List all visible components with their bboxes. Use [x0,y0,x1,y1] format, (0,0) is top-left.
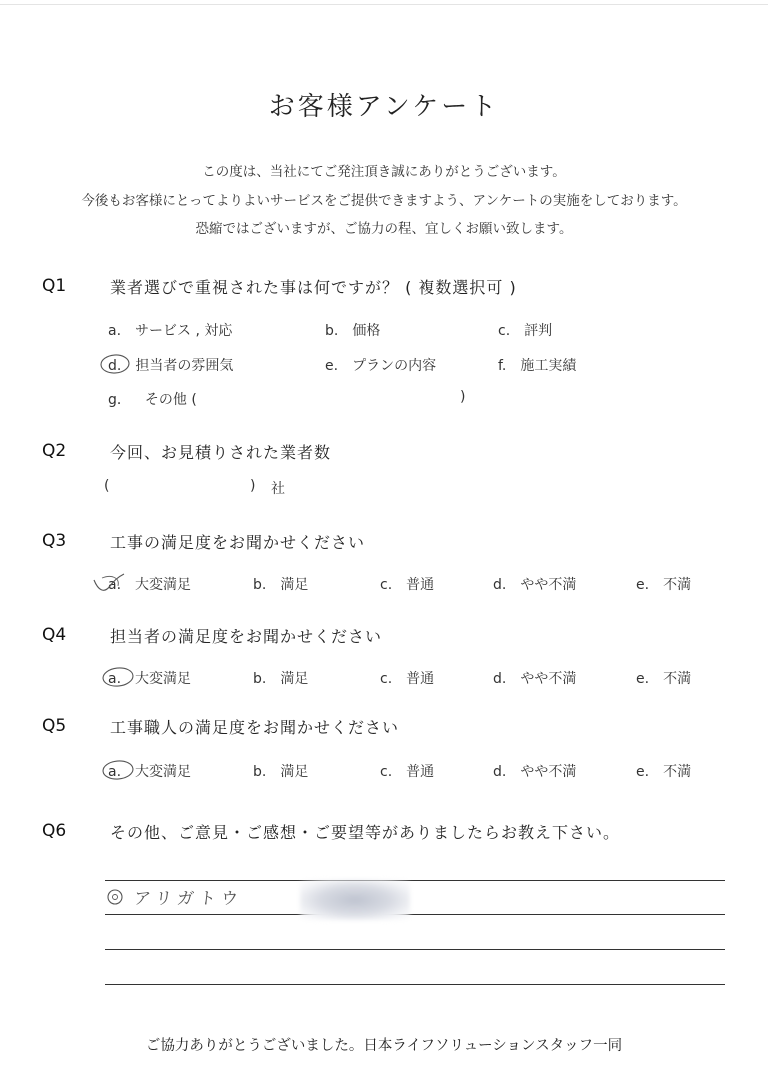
q1-option-f[interactable] [498,355,576,375]
q4-option-c[interactable] [380,668,434,688]
option-letter: g． [108,392,131,408]
q1-option-g[interactable] [108,389,197,409]
option-letter: b. [253,764,267,780]
q4-question: 担当者の満足度をお聞かせください [110,627,383,646]
q1-question: 業者選びで重視された事は何ですが？ ( 複数選択可 ) [110,278,517,297]
option-letter: a. [108,577,122,593]
answer-line-3 [105,949,725,950]
option-label: サービス , 対応 [135,323,233,339]
answer-line-4 [105,984,725,985]
option-label: 満足 [280,671,309,687]
q1-option-g-close: ) [460,389,466,405]
option-label: やや不満 [520,671,577,687]
option-letter: a. [108,764,122,780]
option-letter: c. [380,577,393,593]
answer-line-1 [105,880,725,881]
handwritten-circle-q4-a [100,664,140,690]
option-letter: e. [636,671,650,687]
q2-close-paren: ) [250,478,256,494]
option-letter: d. [493,764,507,780]
option-letter: d. [108,358,122,374]
intro-line-2: 今後もお客様にとってよりよいサービスをご提供できますよう、アンケートの実施をしております。 [81,193,687,209]
option-letter: f. [498,358,507,374]
page-title: お客様アンケート [268,92,500,122]
option-label: 施工実績 [520,358,577,374]
option-label: 評判 [524,323,553,339]
option-letter: a. [108,671,122,687]
q3-option-d[interactable] [493,574,576,594]
q3-option-b[interactable] [253,574,308,594]
handwritten-circle-q5-a [100,757,140,783]
option-label: 大変満足 [135,764,192,780]
q1-option-a[interactable] [108,320,232,340]
option-label: 普通 [406,577,435,593]
q2-question: 今回、お見積りされた業者数 [110,443,332,462]
q4-option-d[interactable] [493,668,576,688]
option-label: 大変満足 [135,577,192,593]
q4-number: Q4 [42,625,67,645]
option-letter: e. [325,358,339,374]
q5-question: 工事職人の満足度をお聞かせください [110,718,400,737]
q2-open-paren: ( [104,478,110,494]
q6-question: その他、ご意見・ご感想・ご要望等がありましたらお教え下さい。 [110,823,621,842]
q1-option-e[interactable] [325,355,436,375]
option-label: プランの内容 [352,358,437,374]
q5-option-c[interactable] [380,761,434,781]
option-letter: d. [493,577,507,593]
option-label: 不満 [663,577,692,593]
intro-line-3: 恐縮ではございますが、ご協力の程、宜しくお願い致します。 [195,221,573,237]
option-label: 普通 [406,671,435,687]
q2-number: Q2 [42,441,67,461]
option-letter: c. [380,764,393,780]
option-label: 不満 [663,764,692,780]
q1-number: Q1 [42,276,67,296]
option-letter: e. [636,764,650,780]
q6-number: Q6 [42,821,67,841]
option-letter: d. [493,671,507,687]
option-letter: c. [380,671,393,687]
q1-option-b[interactable] [325,320,380,340]
option-letter: b. [325,323,339,339]
answer-line-2 [105,914,725,915]
handwritten-check-q3-a [90,570,130,596]
q5-number: Q5 [42,716,67,736]
option-letter: c. [498,323,511,339]
footer-thanks: ご協力ありがとうございました。日本ライフソリューションスタッフ一同 [145,1038,623,1054]
q4-option-b[interactable] [253,668,308,688]
option-letter: e. [636,577,650,593]
option-label: 満足 [280,764,309,780]
intro-line-1: この度は、当社にてご発注頂き誠にありがとうございます。 [202,164,566,180]
handwritten-circle-mark [104,886,128,908]
q2-count-input[interactable] [150,476,245,496]
blurred-redaction [300,880,410,920]
option-label: やや不満 [520,764,577,780]
q3-number: Q3 [42,531,67,551]
option-label: 満足 [280,577,309,593]
option-label: 担当者の雰囲気 [135,358,234,374]
q3-question: 工事の満足度をお聞かせください [110,533,366,552]
handwritten-circle-q1-d [98,351,134,377]
q3-option-e[interactable] [636,574,691,594]
option-label: その他 ( [144,392,197,408]
q3-option-c[interactable] [380,574,434,594]
option-label: 普通 [406,764,435,780]
option-letter: a. [108,323,122,339]
q5-option-b[interactable] [253,761,308,781]
option-label: やや不満 [520,577,577,593]
option-letter: b. [253,577,267,593]
option-label: 大変満足 [135,671,192,687]
q2-unit: 社 [271,481,285,497]
q5-option-e[interactable] [636,761,691,781]
top-edge-line [0,4,768,5]
handwritten-comment: アリガトウ [132,889,244,909]
option-label: 価格 [352,323,381,339]
q1-option-c[interactable] [498,320,552,340]
option-letter: b. [253,671,267,687]
q5-option-d[interactable] [493,761,576,781]
option-label: 不満 [663,671,692,687]
q4-option-e[interactable] [636,668,691,688]
